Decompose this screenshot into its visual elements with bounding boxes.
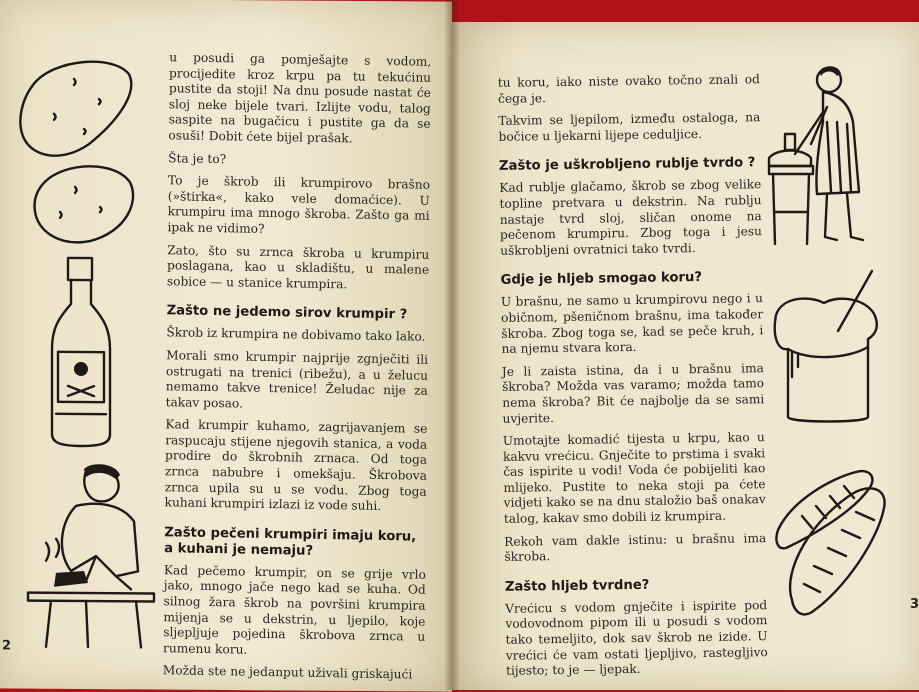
bread-loaf-icon [772, 450, 890, 620]
paragraph: Vrećicu s vodom gnječite i ispirite pod vodovodnom pipom ili u posudi s vodom tako temeljito, dok sav škrob ne izide. U vrećici će vam ostati ljepljivo, rastegljivo tijesto; to je — ljepak. [505, 597, 768, 679]
poison-bottle-icon [48, 254, 114, 450]
right-text-column [498, 72, 769, 686]
potato-icon [14, 54, 136, 167]
person-ironing-icon [26, 461, 156, 652]
section-heading: Zašto je uškrobljeno rublje tvrdo ? [498, 155, 756, 175]
paragraph: Možda ste ne jedanput uživali griskajući [162, 663, 413, 682]
potato-icon [30, 157, 138, 248]
paragraph: Morali smo krumpir najprije zgnječiti ili ostrugati na trenici (ribežu), a u želucu nemamo takve trenice! Želudac nije za takav posao. [165, 348, 429, 411]
paragraph: u posudi ga pomješajte s vodom, procijedite kroz krpu pa tu tekućinu pustite da stoji! Na dnu posude nastat će sloj neke bijele tvari. Izlijte vodu, talog saspite na bugačicu i pustite ga da se osuši! Dobit ćete bijel prašak. [168, 50, 432, 146]
paragraph: Škrob iz krumpira ne dobivamo tako lako. [166, 325, 426, 345]
dough-pot-icon [768, 267, 883, 427]
section-heading: Zašto ne jedemo sirov krumpir ? [166, 303, 408, 323]
page-number: 3 [910, 597, 919, 612]
left-text-column [163, 50, 432, 690]
paragraph: To je škrob ili krumpirovo brašno (»štirka«, kako vele domaćice). U krumpiru ima mnogo škroba. Zašto ga mi ipak ne vidimo? [167, 173, 431, 236]
section-heading: Gdje je hljeb smogao koru? [500, 270, 703, 289]
paragraph: Zato, što su zrnca škroba u krumpiru poslagana, kao u skladištu, u malene sobice — u stanice krumpira. [166, 242, 430, 292]
section-heading: Zašto hljeb tvrdne? [504, 577, 650, 595]
section-heading: Zašto pečeni krumpiri imaju koru, a kuhani je nemaju? [164, 525, 417, 559]
paragraph: Je li zaista istina, da i u brašnu ima škroba? Možda vas varamo; možda tamo nema škroba? Bit će najbolje da se sami uvjerite. [501, 360, 765, 426]
woman-kneading-dough-icon [767, 62, 879, 250]
paragraph: Kad pečemo krumpir, on se grije vrlo jako, mnogo jače nego kad se kuha. Od silnog žara škrob na površini krumpira mijenja se u dekstrin, u ljepilo, koje sljepljuje pojedina škrobova zrnca u rumenu koru. [163, 563, 426, 657]
paragraph: Umotajte komadić tijesta u krpu, kao u kakvu vrećicu. Gnječite to prstima i svaki čas ispirite u vodi! Voda će pobijeliti kao mlijeko. Pustite to neka stoji pa ćete vidjeti kako se na dnu staložio baš onakav talog, kakav smo dobili iz krumpira. [502, 430, 766, 526]
left-page [0, 0, 452, 692]
paragraph: U brašnu, ne samo u krumpirovu nego i u običnom, pšeničnom brašnu, ima također škroba. Zbog toga se, kad se peče kruh, i na njemu stvara kora. [500, 291, 764, 356]
paragraph: Kad krumpir kuhamo, zagrijavanjem se raspucaju stijene njegovih stanica, a voda prodire do škrobnih zrnaca. Od toga zrnca nabubre i omekšaju. Škrobova zrnca upila su u se vodu. Zbog toga kuhani krumpiri izlazi iz vode suhi. [164, 417, 428, 514]
paragraph: Kad rublje glačamo, škrob se zbog velike topline pretvara u dekstrin. Na rublju nastaje tvrd sloj, sličan onome na pečenom krumpiru. Zbog toga i jesu uškrobljeni ovratnici tako tvrdi. [499, 177, 763, 258]
right-page [452, 22, 919, 690]
paragraph: Rekoh vam dakle istinu: u brašnu ima škroba. [504, 530, 767, 565]
book-gutter [445, 0, 459, 690]
paragraph: Takvim se ljepilom, između ostaloga, na bočice u ljekarni lijepe ceduljice. [498, 110, 761, 144]
paragraph: Šta je to? [168, 150, 227, 166]
paragraph: tu koru, iako niste ovako točno znali od čega je. [497, 72, 760, 106]
page-number: 2 [2, 638, 12, 654]
